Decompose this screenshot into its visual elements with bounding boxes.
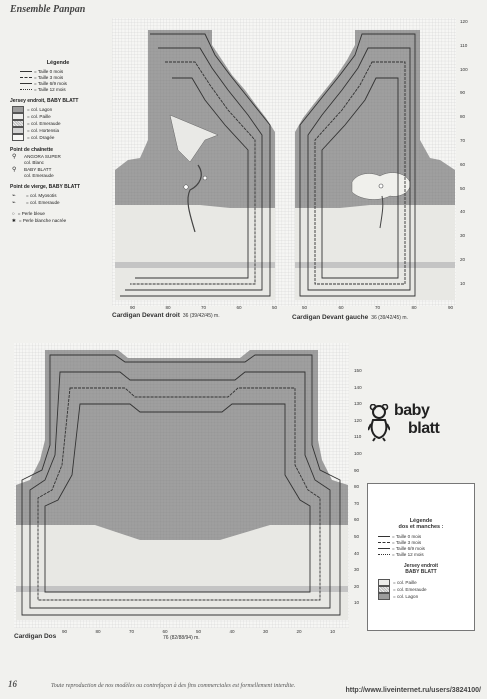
legend-size-12-label: = Taille 12 mois: [34, 86, 66, 92]
right_front-stitch-tick-3: 60: [236, 305, 242, 310]
back-chart-area: [14, 343, 349, 628]
legend-back-jersey-brand: BABY BLATT: [405, 569, 437, 575]
legend-back-size-0-label: = Taille 0 mois: [392, 533, 422, 539]
legend-color-paille-label: = col. Paille: [27, 114, 51, 119]
page-number: 16: [8, 679, 17, 689]
legend-stitch-emeraude-label: = col. Emeraude: [26, 200, 60, 205]
back-stitch-tick-4: 50: [196, 629, 202, 634]
back-row-tick-4: 110: [354, 434, 362, 440]
legend-back-subtitle: dos et manches :: [398, 524, 444, 530]
legend-pearl-white-label: = Perle blanche nacrée: [18, 218, 67, 223]
front-row-tick-7: 50: [460, 185, 466, 191]
back-caption-sizes-wrap: [160, 634, 200, 641]
legend-pearl-blue-label: = Perle bleue: [17, 211, 45, 216]
back-row-tick-6: 90: [354, 467, 360, 473]
back-row-tick-7: 80: [354, 484, 360, 490]
front-row-tick-9: 30: [460, 233, 466, 239]
legend-color-paille: [12, 113, 106, 120]
back-stitch-tick-2: 70: [129, 629, 135, 634]
front-row-tick-11: 10: [460, 280, 466, 286]
right_front-stitch-tick-2: 70: [201, 305, 207, 310]
right-front-caption: [112, 312, 220, 319]
legend-stitch-title: Point de vierge, BABY BLATT: [10, 184, 81, 190]
front-row-tick-10: 20: [460, 257, 466, 262]
page-header-title: Ensemble Panpan: [10, 4, 86, 15]
front-row-tick-8: 40: [460, 209, 466, 215]
legend-back-color-lagon: [378, 593, 474, 600]
legend-pearl-blue: [12, 210, 106, 217]
right_front-stitch-tick-1: 80: [165, 305, 171, 310]
front-row-tick-5: 70: [460, 138, 466, 143]
back-stitch-tick-5: 40: [229, 629, 235, 634]
back-caption-sizes: 76 (82/88/94) m.: [163, 635, 200, 641]
left_front-stitch-tick-0: 50: [302, 305, 308, 310]
legend-back-title: Légende: [409, 518, 433, 524]
back-row-tick-1: 140: [354, 384, 362, 390]
legend-stitch-emeraude: [12, 199, 106, 206]
left-front-caption-sizes: 36 (39/42/45) m.: [371, 315, 408, 321]
legend-color-lagon-label: = col. Lagon: [27, 107, 53, 112]
legend-back-color-paille: [378, 579, 474, 586]
copyright-notice: Toute reproduction de nos modèles ou contrefaçon à des fins commerciales est formellement interdite.: [51, 683, 296, 689]
legend-color-emeraude: [12, 120, 106, 127]
teddy-bear-icon: [368, 404, 390, 442]
left_front-stitch-tick-3: 80: [411, 305, 417, 310]
legend-color-dragee: [12, 134, 106, 141]
legend-stitch-myosotis-label: = col. Myosotis: [26, 193, 57, 198]
legend-size-69-label: = Taille 6/9 mois: [34, 80, 67, 86]
pearl-white-icon: ✱: [12, 217, 16, 223]
back-row-tick-13: 20: [354, 583, 360, 589]
back-row-tick-8: 70: [354, 500, 360, 506]
virgin-stitch-icon: ⌁: [12, 193, 16, 199]
legend-back-size-3-label: = Taille 3 mois: [392, 539, 422, 545]
legend-stitch-myosotis: [12, 192, 106, 199]
legend-color-emeraude-label: = col. Emeraude: [27, 121, 61, 126]
back-row-tick-11: 40: [354, 550, 360, 556]
back-row-tick-10: 50: [354, 534, 360, 539]
legend-size-3-label: = Taille 3 mois: [34, 74, 64, 80]
back-row-tick-2: 130: [354, 401, 362, 407]
back-caption: [14, 633, 56, 640]
left_front-stitch-tick-1: 60: [338, 305, 344, 310]
legend-back-box: [367, 483, 475, 631]
front-row-tick-4: 80: [460, 114, 466, 120]
left-front-caption-title: Cardigan Devant gauche: [292, 314, 369, 321]
chain-stitch-icon: ⚲: [12, 154, 17, 160]
pearl-blue-icon: ○: [12, 211, 15, 216]
legend-color-hortensia-label: = col. Hortensia: [27, 128, 60, 133]
legend-pearl-white: [12, 217, 106, 224]
front-row-tick-1: 110: [460, 42, 468, 48]
left_front-stitch-tick-2: 70: [375, 305, 381, 310]
front-row-tick-0: 120: [460, 19, 468, 24]
brand-line-baby: baby: [394, 402, 430, 419]
legend-back-size-12-label: = Taille 12 mois: [392, 551, 424, 557]
baby-blatt-logo: [368, 402, 458, 446]
right_front-stitch-tick-0: 90: [130, 305, 136, 310]
left-front-caption: [292, 314, 408, 321]
legend-front-title: Légende: [46, 60, 70, 66]
front-charts-area: [112, 18, 456, 306]
legend-chain-baby-label: BABY BLATT: [24, 167, 52, 172]
back-stitch-tick-7: 20: [296, 629, 302, 634]
legend-back-size-69-label: = Taille 6/9 mois: [392, 545, 425, 551]
back-stitch-tick-6: 30: [263, 629, 269, 634]
legend-color-lagon: [12, 106, 106, 113]
virgin-stitch-icon-2: ⌁: [12, 200, 16, 206]
legend-jersey-title: Jersey endroit, BABY BLATT: [10, 98, 79, 104]
legend-back-jersey-title: Jersey endroit: [403, 563, 439, 569]
legend-chain-blanc-label: col. Blanc: [24, 160, 44, 165]
right-front-caption-title: Cardigan Devant droit: [112, 312, 180, 319]
legend-chain-angora-label: ANGORA SUPER: [24, 154, 61, 159]
legend-color-dragee-label: = col. Dragée: [27, 135, 55, 140]
back-row-tick-12: 30: [354, 567, 360, 573]
back-stitch-tick-0: 90: [62, 629, 68, 634]
back-stitch-tick-3: 60: [162, 629, 168, 634]
legend-back-color-emeraude-label: = col. Emeraude: [393, 587, 427, 592]
legend-front: [10, 60, 106, 224]
legend-back-color-lagon-label: = col. Lagon: [393, 594, 419, 599]
legend-size-0-label: = Taille 0 mois: [34, 68, 64, 74]
legend-chain-emeraude-label: col. Emeraude: [24, 173, 54, 178]
left_front-stitch-tick-4: 90: [448, 305, 454, 310]
front-row-tick-2: 100: [460, 66, 468, 72]
brand-line-blatt: blatt: [408, 420, 440, 437]
legend-back-color-paille-label: = col. Paille: [393, 580, 417, 585]
chain-stitch-icon-2: ⚲: [12, 167, 17, 173]
right_front-stitch-tick-4: 50: [272, 305, 278, 310]
back-row-tick-9: 60: [354, 517, 360, 523]
front-row-tick-3: 90: [460, 90, 466, 96]
legend-color-hortensia: [12, 127, 106, 134]
back-stitch-tick-8: 10: [330, 629, 336, 634]
legend-back-color-emeraude: [378, 586, 474, 593]
front-row-tick-6: 60: [460, 161, 466, 167]
back-stitch-tick-1: 80: [95, 629, 101, 634]
legend-chain-title: Point de chaînette: [10, 147, 54, 153]
back-row-tick-3: 120: [354, 417, 362, 423]
watermark-url: http://www.liveinternet.ru/users/3824100/: [345, 687, 481, 694]
legend-back-size-12: [378, 551, 474, 557]
back-caption-title: Cardigan Dos: [14, 633, 57, 640]
legend-size-12: [20, 86, 106, 92]
back-row-tick-14: 10: [354, 600, 360, 606]
back-row-tick-5: 100: [354, 451, 362, 456]
back-row-tick-0: 150: [354, 368, 362, 373]
right-front-caption-sizes: 36 (39/42/45) m.: [182, 313, 220, 319]
